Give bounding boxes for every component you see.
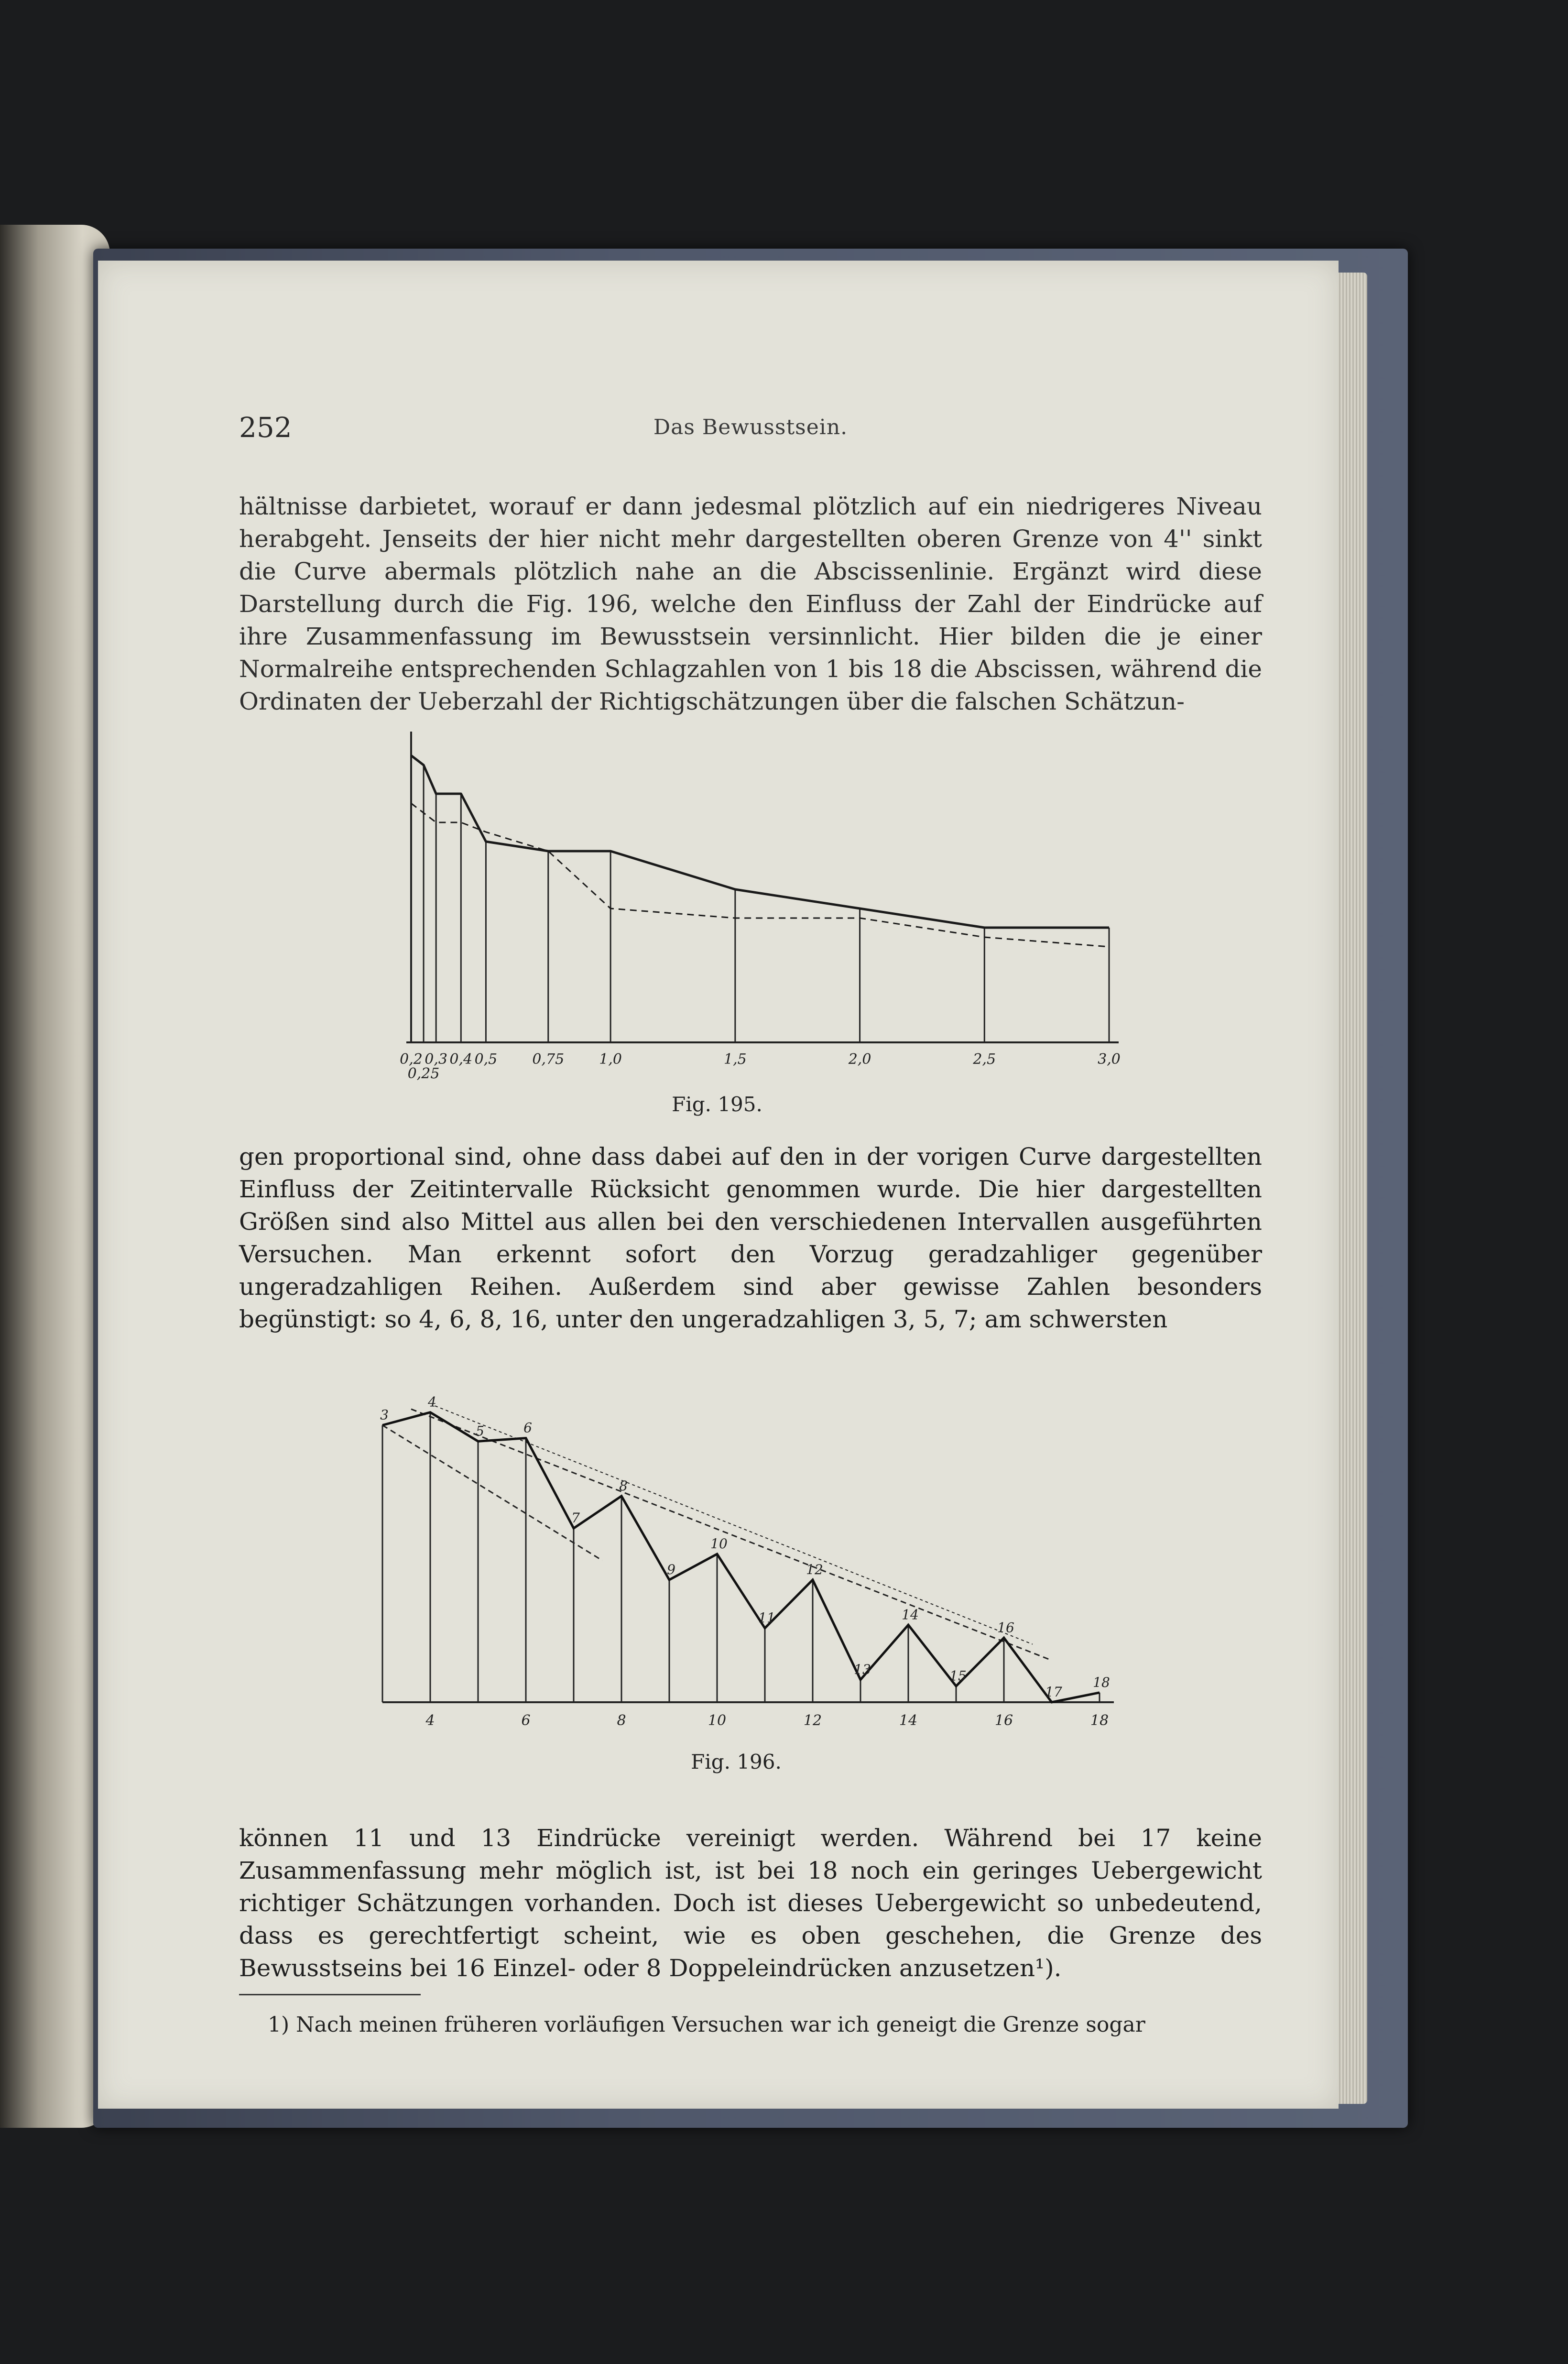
point-label: 5 xyxy=(476,1423,484,1439)
trend-line-b xyxy=(411,1409,1052,1660)
x-tick-label: 2,0 xyxy=(848,1051,871,1068)
footnote-rule xyxy=(239,1994,421,1995)
trend-line-a xyxy=(382,1425,602,1561)
point-label: 9 xyxy=(667,1562,675,1577)
paragraph-2: gen proportional sind, ohne dass dabei auf den in der vorigen Curve dargestellten Einfluss der Zeitintervalle Rücksicht genommen wurde. Die hier dargestellten Größen sind also Mittel aus allen bei den verschiedenen Intervallen ausgeführten Versuchen. Man erkennt sofort den Vorzug geradzahliger gegenüber ungeradzahligen Reihen. Außerdem sind aber gewisse Zahlen besonders begünstigt: so 4, 6, 8, 16, unter den ungeradzahligen 3, 5, 7; am schwersten xyxy=(239,1143,1262,1333)
figure-195 xyxy=(363,717,1157,1100)
x-tick-label: 8 xyxy=(617,1712,626,1729)
point-label: 12 xyxy=(806,1562,823,1577)
x-tick-label: 0,3 xyxy=(425,1051,448,1068)
point-label: 17 xyxy=(1045,1684,1062,1700)
x-tick-label: 16 xyxy=(994,1712,1013,1729)
page-number: 252 xyxy=(239,411,292,444)
point-label: 13 xyxy=(854,1661,871,1677)
figure-196-chart xyxy=(363,1377,1157,1750)
page-header xyxy=(239,411,1262,445)
trend-line-c xyxy=(435,1406,1033,1644)
point-label: 10 xyxy=(710,1536,728,1552)
dashed-curve xyxy=(411,803,1109,947)
x-tick-label: 0,5 xyxy=(474,1051,498,1068)
point-label: 7 xyxy=(571,1510,580,1526)
paragraph-3: können 11 und 13 Eindrücke vereinigt werden. Während bei 17 keine Zusammenfassung mehr möglich ist, ist bei 18 noch ein geringes Uebergewicht richtiger Schätzungen vorhanden. Doch ist dieses Uebergewicht so unbedeutend, dass es gerechtfertigt scheint, wie es oben geschehen, die Grenze des Bewusstseins bei 16 Einzel- oder 8 Doppeleindrücken anzusetzen¹). xyxy=(239,1824,1262,1982)
data-curve xyxy=(382,1412,1100,1702)
point-label: 8 xyxy=(619,1478,628,1494)
x-tick-label: 1,5 xyxy=(723,1051,747,1068)
point-label: 16 xyxy=(997,1620,1014,1636)
x-tick-label: 0,2 xyxy=(400,1051,423,1068)
figure-196 xyxy=(363,1377,1157,1750)
point-label: 11 xyxy=(758,1610,775,1626)
solid-curve xyxy=(411,755,1109,928)
paragraph-1: hältnisse darbietet, worauf er dann jedesmal plötzlich auf ein niedrigeres Niveau herabgeht. Jenseits der hier nicht mehr dargestellten oberen Grenze von 4'' sinkt die Curve abermals plötzlich nahe an die Abscissenlinie. Ergänzt wird diese Darstellung durch die Fig. 196, welche den Einfluss der Zahl der Eindrücke auf ihre Zusammenfassung im Bewusstsein versinnlicht. Hier bilden die je einer Normalreihe entsprechenden Schlagzahlen von 1 bis 18 die Abscissen, während die Ordinaten der Ueberzahl der Richtigschätzungen über die falschen Schätzun- xyxy=(239,492,1262,715)
point-label: 6 xyxy=(523,1420,532,1436)
x-tick-label: 4 xyxy=(425,1712,435,1729)
x-tick-label: 12 xyxy=(803,1712,822,1729)
point-label: 4 xyxy=(428,1394,436,1410)
x-tick-label: 6 xyxy=(521,1712,531,1729)
point-label: 3 xyxy=(380,1407,389,1423)
figure-196-caption: Fig. 196. xyxy=(691,1750,782,1773)
x-tick-label: 10 xyxy=(708,1712,727,1729)
point-label: 18 xyxy=(1093,1674,1110,1690)
x-tick-label: 14 xyxy=(899,1712,918,1729)
figure-195-caption: Fig. 195. xyxy=(672,1093,762,1116)
x-tick-label: 1,0 xyxy=(599,1051,622,1068)
point-label: 14 xyxy=(902,1607,919,1623)
x-tick-label: 3,0 xyxy=(1098,1051,1121,1068)
point-label: 15 xyxy=(949,1668,967,1684)
x-tick-label: 0,25 xyxy=(407,1065,440,1082)
running-title: Das Bewusstsein. xyxy=(653,415,848,439)
x-tick-label: 0,4 xyxy=(449,1051,473,1068)
footnote: 1) Nach meinen früheren vorläufigen Versuchen war ich geneigt die Grenze sogar xyxy=(268,2013,1145,2037)
x-tick-label: 18 xyxy=(1090,1712,1109,1729)
page-edges xyxy=(1334,273,1367,2104)
x-tick-label: 0,75 xyxy=(532,1051,565,1068)
figure-195-chart xyxy=(363,717,1157,1100)
x-tick-label: 2,5 xyxy=(973,1051,996,1068)
